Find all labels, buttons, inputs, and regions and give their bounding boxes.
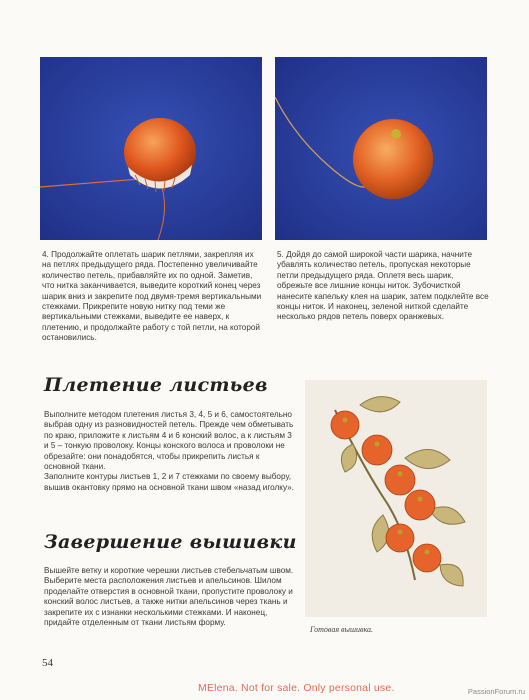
finish-paragraph-1: Вышейте ветку и короткие черешки листьев стебельчатым швом. Выберите места расположения листьев и апельсинов. Шилом проделайте отверстия в основной ткани, пропустите проволоку и конский волос листьев, а также нитки апельсинов через ткань и закрепите их с изнанки несколькими стежками. И наконец, придайте отделенным от ткани листьям форму.	[44, 566, 294, 628]
figure-caption: Готовая вышивка.	[310, 625, 373, 634]
leaves-paragraph-2: Заполните контуры листьев 1, 2 и 7 стежками по своему выбору, вышив окантовку прямо на основной ткани швом «назад иголку».	[44, 472, 294, 492]
leaves-heading: Плетение листьев	[44, 374, 268, 396]
step5-photo	[275, 57, 487, 240]
finish-heading: Завершение вышивки	[44, 531, 297, 553]
leaves-body	[44, 410, 294, 493]
leaves-paragraph-1: Выполните методом плетения листья 3, 4, 5 и 6, самостоятельно выбрав одну из разновидностей петель. Прежде чем обметывать по краю, приложите к листьям 4 и 6 конский волос, а к листьям 3 и 5 – тонкую проволоку. Концы конского волоса и проволоки не обрезайте: они понадобятся, чтобы прикрепить листья к основной ткани.	[44, 410, 294, 472]
finished-embroidery-photo	[305, 380, 487, 617]
step5-caption: 5. Дойдя до самой широкой части шарика, начните убавлять количество петель, пропуская некоторые петли предыдущего ряда. Оплетя весь шарик, обрежьте все лишние концы ниток. Зубочисткой нанесите капельку клея на шарик, затем подклейте все концы ниток. И наконец, зеленой ниткой сделайте несколько рядов петель поверх оранжевых.	[277, 250, 489, 322]
page-number: 54	[42, 657, 53, 669]
site-watermark: PassionForum.ru	[467, 687, 525, 696]
step4-caption: 4. Продолжайте оплетать шарик петлями, закрепляя их на петлях предыдущего ряда. Постепенно увеличивайте количество петель, прибавляйте их по одной. Заметив, что нитка заканчивается, выведите короткий конец через шарик вниз и закрепите под двумя-тремя вертикальными стежками. Прикрепите новую нитку под теми же вертикальными стежками, выведите ее наверх, к плетению, и продолжайте работу с той петли, на которой остановились.	[42, 250, 262, 343]
step4-photo	[40, 57, 262, 240]
finish-body	[44, 566, 294, 628]
watermark: MElena. Not for sale. Only personal use.	[198, 682, 395, 694]
